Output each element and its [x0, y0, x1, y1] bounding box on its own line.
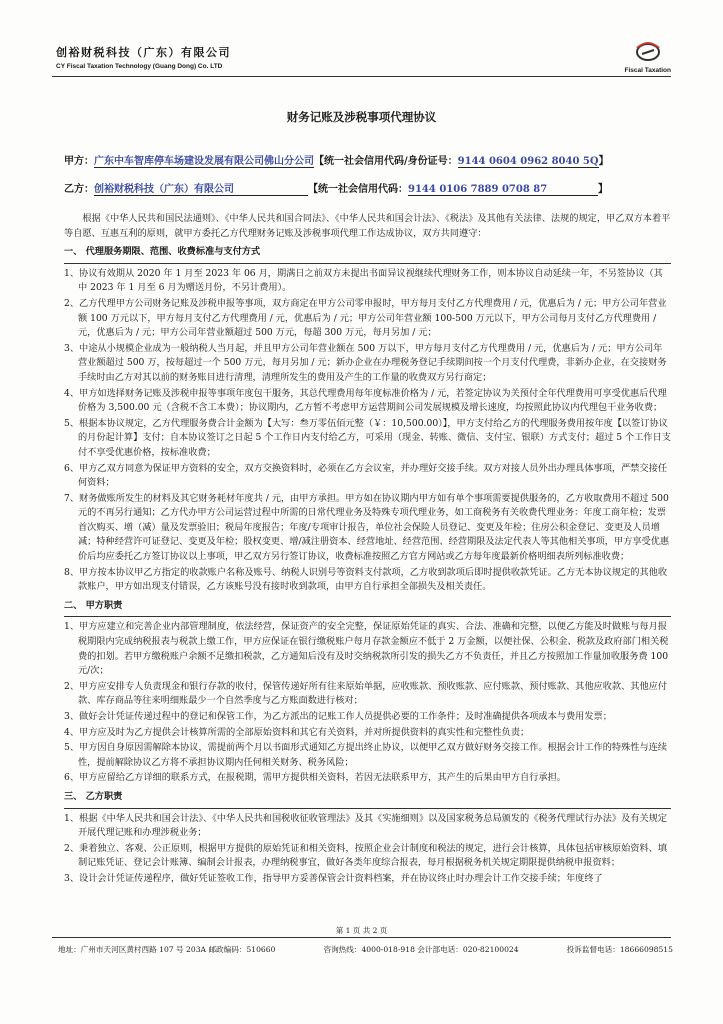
clause: 1、甲方应建立和完善企业内部管理制度，依法经营，保证资产的安全完整，保证原始凭证的真实、合法、准确和完整，以便乙方能及时做账与每月报税期限内完成纳税报表与税款上缴工作，甲方应保证在银行缴税账户每月存款金额应不低于 2 万金额，以便社保、公积金、税款及政府部门相关税费的扣划。若甲方缴税账户余额不足缴扣税款，乙方通知后没有及时交纳税款所引发的损失乙方不负责任，并且乙方按照加工作量加收服务费 100 元/次；	[64, 621, 669, 677]
party-b-id: 9144 0106 7889 0708 87	[408, 184, 598, 196]
clause: 2、秉着独立、客观、公正原则，根据甲方提供的原始凭证和相关资料，按照企业会计制度和税法的规定，进行会计核算，具体包括审核原始资料、填制记账凭证、登记会计账簿、编制会计报表，办理纳税事宜，做好各类年度综合报表，每月根据税务机关规定期限提供纳税申报资料；	[64, 842, 668, 869]
page-number: 第 1 页 共 2 页	[335, 926, 388, 935]
company-logo	[625, 40, 671, 74]
intro-paragraph: 根据《中华人民共和国民法通则》、《中华人民共和国合同法》、《中华人民共和国会计法》、《税法》及其他有关法律、法规的规定，甲乙双方本着平等自愿、互惠互利的原则，就甲方委托乙方代理财务记账及涉税事项代理工作达成协议，双方共同遵守：	[64, 213, 671, 239]
clause: 3、设计会计凭证传递程序，做好凭证签收工作，指导甲方妥善保管会计资料档案，并在协议终止时办理会计工作交接手续；年度终了	[64, 872, 603, 884]
party-a-id: 9144 0604 0962 8040 5Q	[457, 156, 599, 167]
clause: 8、甲方按本协议甲乙方指定的收款账户名称及账号、纳税人识别号等资料支付款项，乙方收到款项后即时提供收款凭证。乙方无本协议规定的其他收款账户，甲方如出现支付错误，乙方该账号没有接时收到款项，由甲方自行承担全部损失及相关责任。	[64, 566, 668, 593]
section-divider	[64, 616, 671, 617]
document-title: 财务记账及涉税事项代理协议	[286, 110, 437, 124]
clause: 3、做好会计凭证传递过程中的登记和保管工作，为乙方派出的记账工作人员提供必要的工作条件；及时准确提供各项成本与费用发票；	[64, 711, 612, 722]
party-b-close: 】	[598, 184, 608, 195]
clause: 4、甲方应及时为乙方提供会计核算所需的全部原始资料和其它有关资料，并对所提供资料的真实性和完整性负责；	[64, 726, 530, 738]
clause: 6、甲方应留给乙方详细的联系方式，在报税期，需甲方提供相关资料，若因无法联系甲方，其产生的后果由甲方自行承担。	[64, 772, 566, 784]
clause: 2、乙方代理甲方公司财务记账及涉税申报等事项，双方商定在甲方公司零申报时，甲方每月支付乙方代理费用 / 元，优惠后为 / 元；甲方公司年营业额 100 万元以下，甲方每月支付乙方代理费用 / 元，优惠后为 / 元；甲方公司年营业额 100-500 万元以下，甲方公司每月支付乙方代理费用 / 元，优惠后为 / 元；甲方公司年营业额超过 500 万元，每超 300 万元，每月另加 / 元；	[64, 297, 667, 339]
footer-supervision: 投诉监督电话：18666098515	[566, 945, 673, 954]
letterhead	[56, 44, 231, 70]
clause: 5、根据本协议规定，乙方代理服务费合计金额为【大写：叁万零伍佰元整（￥：10,500.00）】，甲方支付给乙方的代理服务费用按年度【以签订协议的月份起计算】支付；自本协议签订之日起 5 个工作日内支付给乙方，可采用（现金、转账、微信、支付宝、银联）方式支付；超过 5 个工作日支付不享受优惠价格，按标准收费；	[64, 417, 671, 458]
company-name-cn: 创裕财税科技（广东）有限公司	[56, 46, 231, 59]
party-a-id-label: 【统一社会信用代码/身份证号：	[314, 156, 458, 167]
clause: 2、甲方应安排专人负责现金和银行存款的收付，保管传递好所有往来原始单据，应收账款、预收账款、应付账款、预付账款、其他应收款、其他应付款、库存商品等往来明细账最少一个自然季度与乙方账面数进行核对；	[64, 680, 668, 707]
header-divider	[52, 76, 671, 77]
section-heading: 三、 乙方职责	[64, 790, 123, 802]
party-a-close: 】	[598, 156, 609, 167]
logo-label: Fiscal Taxation	[624, 67, 671, 74]
section-divider	[64, 263, 671, 264]
footer	[58, 944, 673, 955]
clause: 1、协议有效期从 2020 年 1 月至 2023 年 06 月，期满日之前双方未提出书面异议视继续代理财务工作，则本协议自动延续一年，不另签协议（其中 2023 年 1 月至 6 月为赠送月份，不另计费用）。	[64, 267, 663, 294]
agreement-body	[64, 212, 671, 887]
clause: 3、中途从小规模企业成为一般纳税人当月起，并且甲方公司年营业额在 500 万以下，甲方每月支付乙方代理费用 / 元，优惠后为 / 元；甲方公司年营业额超过 500 万，按每超过一个 500 万元，每月另加 / 元；新办企业在办理税务登记手续期间按一个月支付代理费，非新办企业，在交接财务手续时由乙方对其以前的财务账目进行清理，清理所发生的费用及产生的工作量的收费双方另行商定；	[64, 342, 667, 383]
company-name-en: CY Fiscal Taxation Technology (Guang Dong) Co. LTD	[56, 63, 223, 70]
party-b-line	[64, 180, 608, 196]
party-b-label: 乙方：	[64, 184, 94, 195]
party-b-name: 创裕财税科技（广东）有限公司	[94, 180, 308, 196]
party-a-label: 甲方：	[64, 156, 94, 167]
section-heading: 一、 代理服务期限、范围、收费标准与支付方式	[64, 246, 261, 258]
party-a-name: 广东中车智库停车场建设发展有限公司佛山分公司	[94, 152, 314, 168]
clause: 5、甲方因自身原因需解除本协议，需提前两个月以书面形式通知乙方提出终止协议，以便甲乙双方做好财务交接工作。根据会计工作的特殊性与连续性，提前解除协议乙方将不承担协议期内任何相关财务、税务风险；	[64, 742, 668, 768]
party-b-id-label: 【统一社会信用代码：	[308, 184, 408, 195]
section-heading: 二、 甲方职责	[64, 599, 123, 611]
clause: 4、甲方如选择财务记账及涉税申报等事项年度包干服务，其总代理费用每年度标准价格为 / 元，若签定协议为关预付全年代理费用可享受优惠后代理价格为 3,500.00 元（含税不含工本费）；协议期内，乙方暂不考虑甲方运营期间公司发展规模及增长速度，均按照此协议内代理包干业务收费；	[64, 387, 667, 414]
clause: 1、根据《中华人民共和国会计法》、《中华人民共和国税收征收管理法》及其《实施细则》以及国家税务总局颁发的《税务代理试行办法》及有关规定开展代理记账和办理涉税业务；	[64, 812, 668, 839]
clause: 7、财务做账所发生的材料及其它财务耗材年度共 / 元，由甲方承担。甲方如在协议期内甲方如有单个事项需要提供服务的，乙方收取费用不超过 500 元的不再另行通知；乙方代办甲方公司运营过程中所需的日常代理业务及特殊专项代理业务，如工商税务有关收费代理业务：年度工商年检；发票首次购买、增（减）量及发票验旧；税局年度报告；年度/专项审计报告，单位社会保险人员登记、变更及年检；住房公积金登记、变更及人员增减；特种经营许可证登记、变更及年检；股权变更、增/减注册资本、经营地址、经营范围、经营期限及法定代表人等其他相关事项，甲方享受优惠价后均应委托乙方签订协议以上事项，甲乙双方另行签订协议，收费标准按照乙方官方网站或乙方每年度最新价格明细表所列标准收费；	[64, 492, 670, 563]
footer-address: 地址：广州市天河区黄村西路 107 号 203A 邮政编码：510660	[58, 945, 276, 954]
logo-mark-icon	[631, 40, 665, 62]
footer-hotline: 咨询热线：4000-018-918 会计部电话：020-82100024	[323, 945, 519, 954]
party-a-line	[64, 152, 609, 168]
section-divider	[64, 808, 671, 809]
footer-divider	[52, 937, 671, 938]
clause: 6、甲方乙双方同意为保证甲方资料的安全，双方交换资料时，必须在乙方会议室，并办理好交接手续。双方对接人员外出办理具体事项，严禁交接任何资料；	[64, 462, 668, 489]
